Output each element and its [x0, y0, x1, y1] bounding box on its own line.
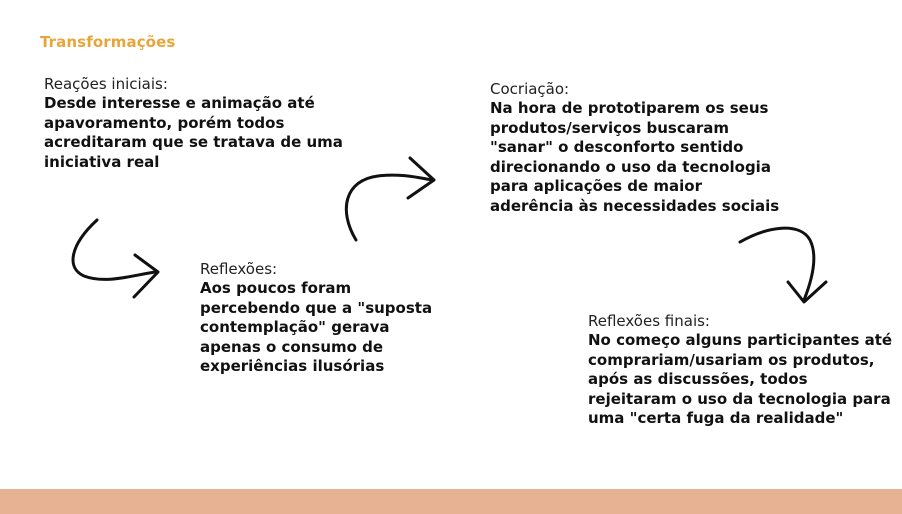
- stage-final-reflections: [588, 312, 893, 429]
- stage-cocreation: [490, 80, 790, 216]
- stage-label: Reflexões finais:: [588, 312, 710, 330]
- stage-description: Na hora de prototiparem os seus produtos/serviços buscaram "sanar" o desconforto sentido direcionando o uso da tecnologia para aplicações de maior aderência às necessidades sociais: [490, 99, 780, 215]
- stage-label: Reações iniciais:: [44, 75, 168, 93]
- slide-title: Transformações: [40, 33, 176, 51]
- stage-label: Reflexões:: [200, 260, 278, 278]
- arrow-reflections-to-cocreation: [346, 158, 434, 240]
- stage-description: Aos poucos foram percebendo que a "suposta contemplação" gerava apenas o consumo de experiências ilusórias: [200, 279, 433, 375]
- stage-initial-reactions: [44, 75, 344, 172]
- stage-reflections: [200, 260, 455, 377]
- stage-description: No começo alguns participantes até comprariam/usariam os produtos, após as discussões, todos rejeitaram o uso da tecnologia para uma "certa fuga da realidade": [588, 331, 893, 427]
- arrow-reactions-to-reflections: [73, 220, 158, 297]
- arrow-cocreation-to-final: [740, 228, 826, 302]
- stage-label: Cocriação:: [490, 80, 570, 98]
- stage-description: Desde interesse e animação até apavoramento, porém todos acreditaram que se tratava de uma iniciativa real: [44, 94, 343, 171]
- footer-band: [0, 489, 902, 514]
